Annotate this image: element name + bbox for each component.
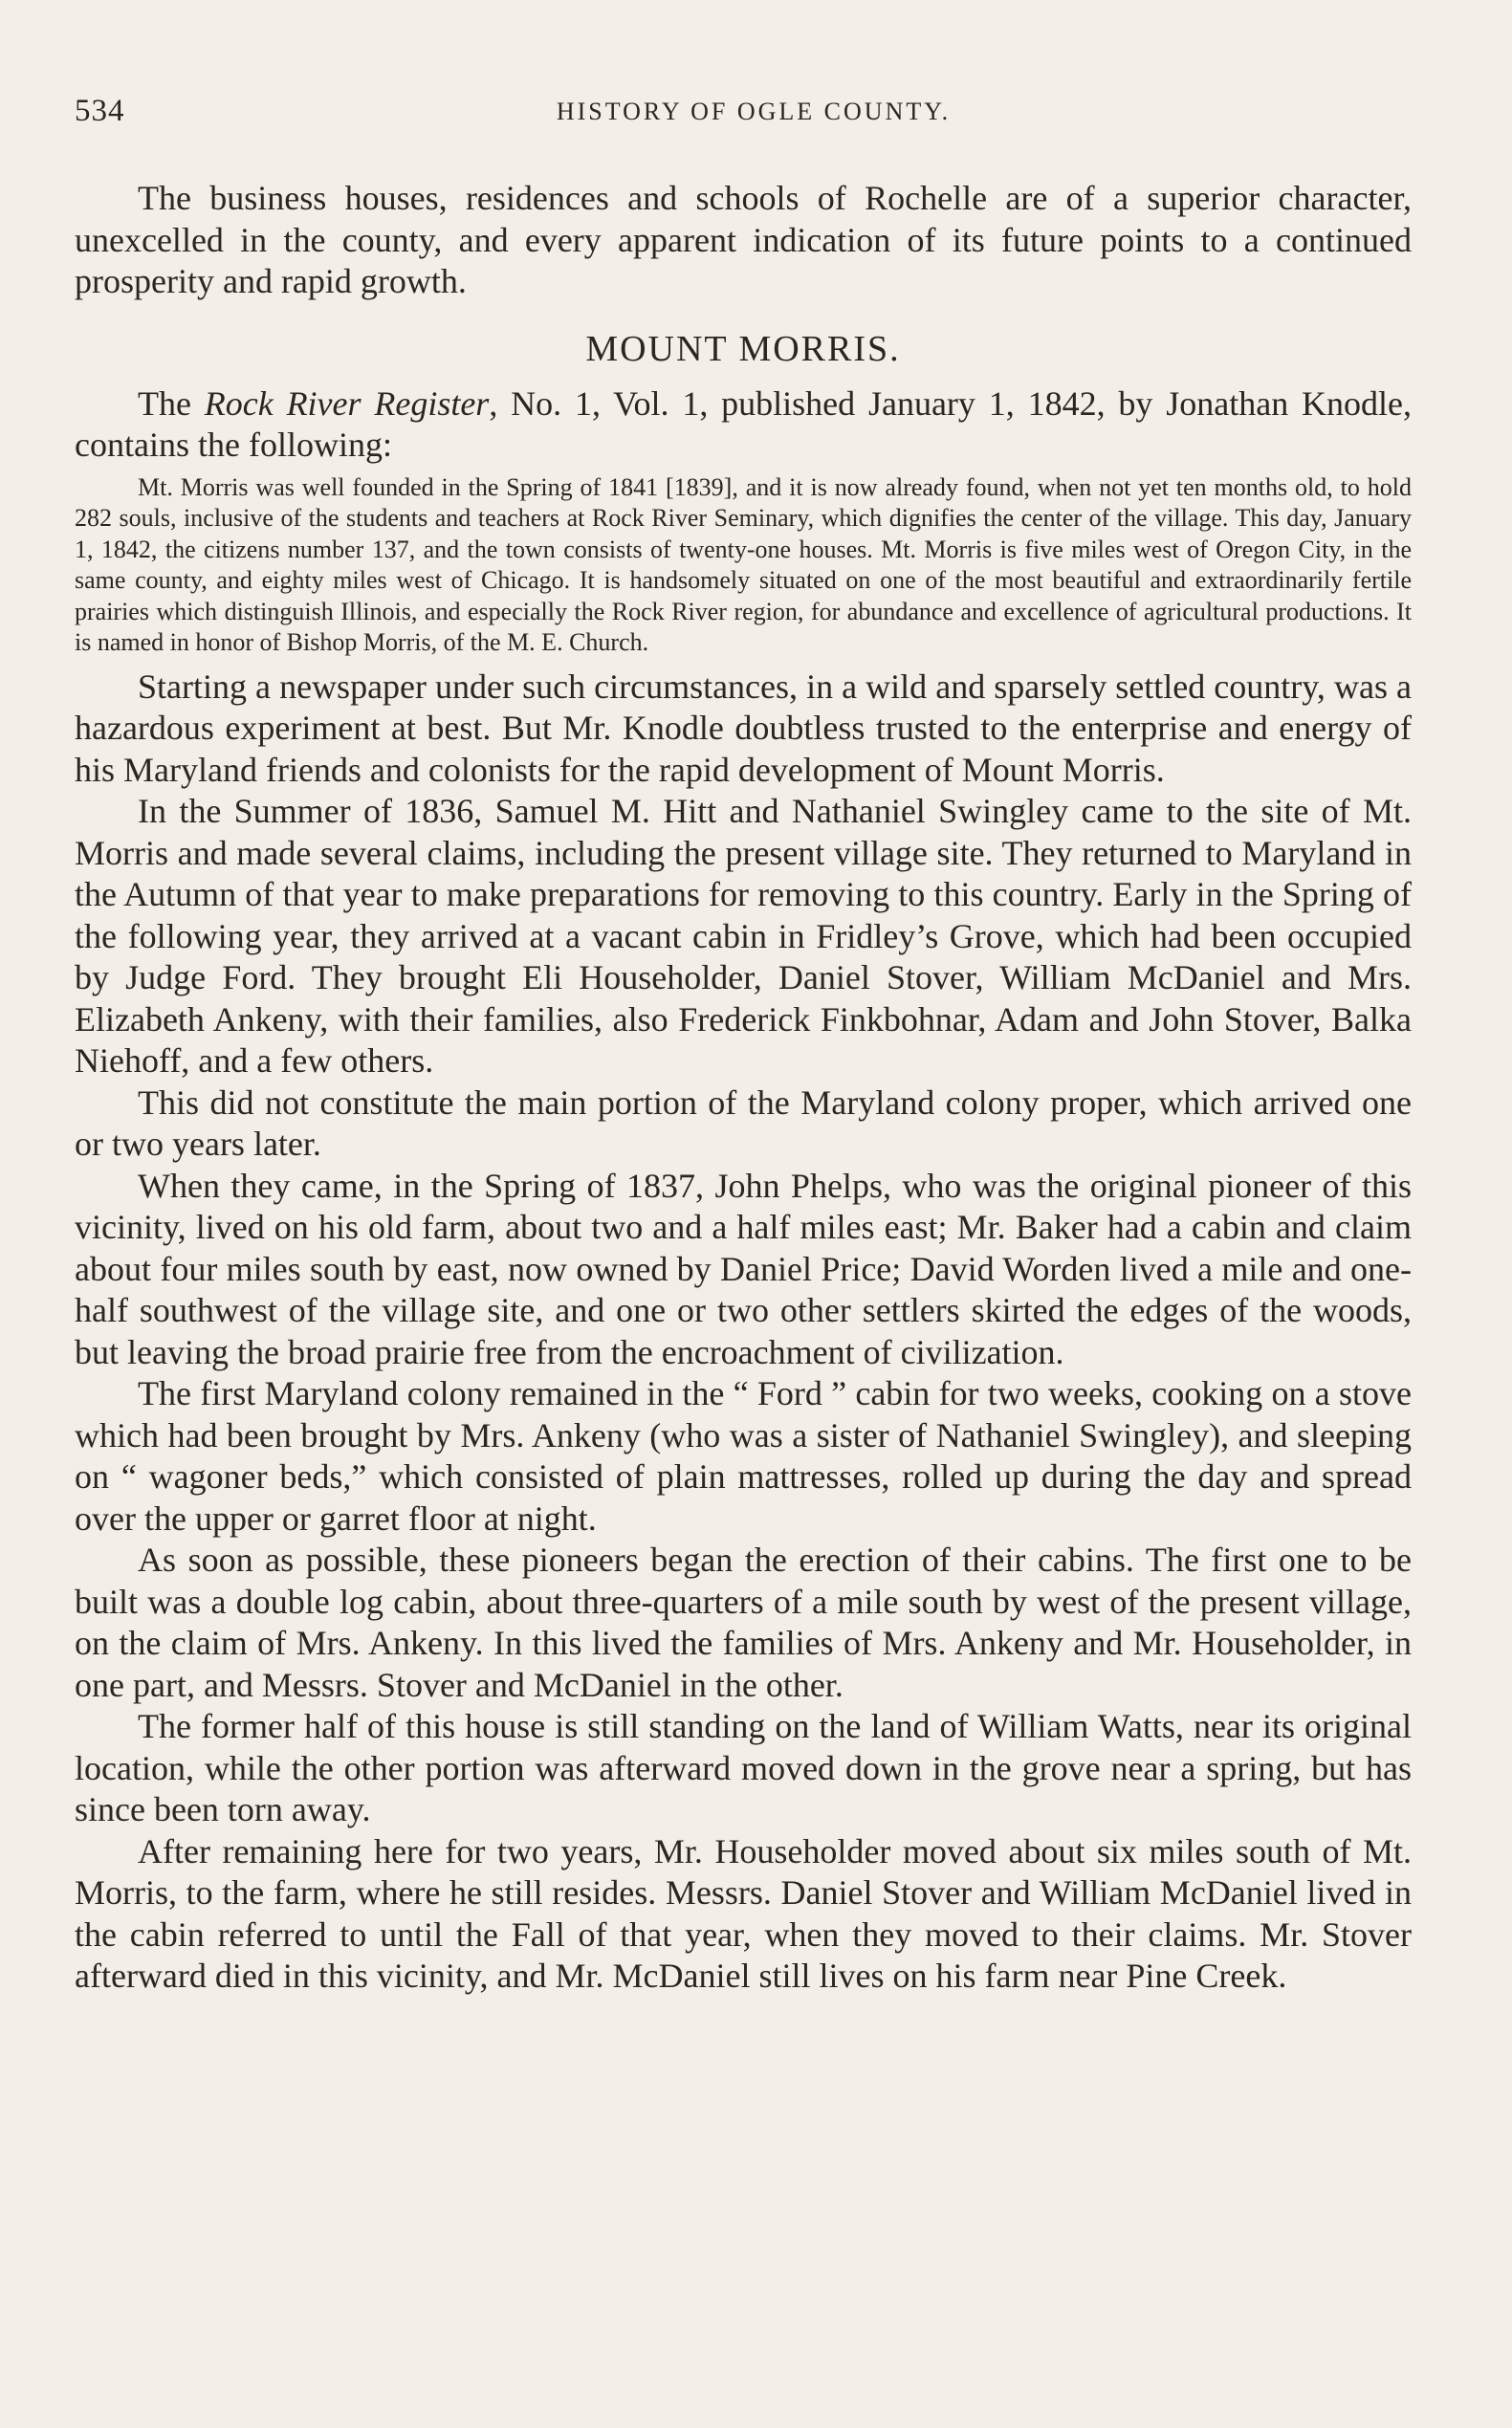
paragraph-maryland-colony: This did not constitute the main portion of the Maryland colony proper, which arrived one or two years later.	[75, 1083, 1412, 1163]
section-title: MOUNT MORRIS.	[585, 328, 901, 369]
newspaper-title: Rock River Register	[204, 383, 490, 423]
page-body	[75, 178, 1412, 1998]
paragraph-newspaper-venture: Starting a newspaper under such circumstances, in a wild and sparsely settled country, was a hazardous experiment at best. But Mr. Knodle doubtless trusted to the enterprise and energy of his Maryland friends and colonists for the rapid development of Mount Morris.	[75, 667, 1412, 789]
register-intro-paragraph	[75, 383, 1412, 467]
paragraph-summer-1836: In the Summer of 1836, Samuel M. Hitt and Nathaniel Swingley came to the site of Mt. Morris and made several claims, including the present village site. They returned to Maryland in the Autumn of that year to make preparations for removing to this country. Early in the Spring of the following year, they arrived at a vacant cabin in Fridley’s Grove, which had been occupied by Judge Ford. They brought Eli Householder, Daniel Stover, William McDaniel and Mrs. Elizabeth Ankeny, with their families, also Frederick Finkbohnar, Adam and John Stover, Balka Niehoff, and a few others.	[75, 792, 1412, 1080]
paragraph-ford-cabin: The first Maryland colony remained in the “ Ford ” cabin for two weeks, cooking on a stove which had been brought by Mrs. Ankeny (who was a sister of Nathaniel Swingley), and sleeping on “ wagoner beds,” which consisted of plain mattresses, rolled up during the day and spread over the upper or garret floor at night.	[75, 1374, 1412, 1538]
page-number: 534	[75, 94, 125, 128]
paragraph-spring-1837: When they came, in the Spring of 1837, John Phelps, who was the original pioneer of this vicinity, lived on his old farm, about two and a half miles east; Mr. Baker had a cabin and claim about four miles south by east, now owned by Daniel Price; David Worden lived a mile and one-half southwest of the village site, and one or two other settlers skirted the edges of the woods, but leaving the broad prairie free from the encroachment of civilization.	[75, 1166, 1412, 1371]
running-head: HISTORY OF OGLE COUNTY.	[556, 98, 952, 125]
intro-paragraph: The business houses, residences and schools of Rochelle are of a superior character, unexcelled in the county, and every apparent indication of its future points to a continued prosperity and rapid growth.	[75, 179, 1412, 300]
register-intro-prefix: The	[138, 383, 205, 423]
paragraph-householder-moved: After remaining here for two years, Mr. Householder moved about six miles south of Mt. Morris, to the farm, where he still resides. Messrs. Daniel Stover and William McDaniel lived in the cabin referred to until the Fall of that year, when they moved to their claims. Mr. Stover afterward died in this vicinity, and Mr. McDaniel still lives on his farm near Pine Creek.	[75, 1831, 1412, 1995]
page-header	[75, 94, 1433, 142]
register-intro-suffix: , No. 1, Vol. 1, published January 1, 1842, by Jonathan Knodle, contains the following:	[75, 383, 1412, 464]
paragraph-cabin-erection: As soon as possible, these pioneers began the erection of their cabins. The first one to be built was a double log cabin, about three-quarters of a mile south by west of the present village, on the claim of Mrs. Ankeny. In this lived the families of Mrs. Ankeny and Mr. Householder, in one part, and Messrs. Stover and McDaniel in the other.	[75, 1541, 1412, 1704]
newspaper-quote: Mt. Morris was well founded in the Spring of 1841 [1839], and it is now already found, when not yet ten months old, to hold 282 souls, inclusive of the students and teachers at Rock River Seminary, which dignifies the center of the village. This day, January 1, 1842, the citizens number 137, and the town consists of twenty-one houses. Mt. Morris is five miles west of Oregon City, in the same county, and eighty miles west of Chicago. It is handsomely situated on one of the most beautiful and extraordinarily fertile prairies which distinguish Illinois, and especially the Rock River region, for abundance and excellence of agricultural productions. It is named in honor of Bishop Morris, of the M. E. Church.	[75, 472, 1412, 656]
paragraph-former-half: The former half of this house is still standing on the land of William Watts, near its original location, while the other portion was afterward moved down in the grove near a spring, but has since been torn away.	[75, 1707, 1412, 1828]
